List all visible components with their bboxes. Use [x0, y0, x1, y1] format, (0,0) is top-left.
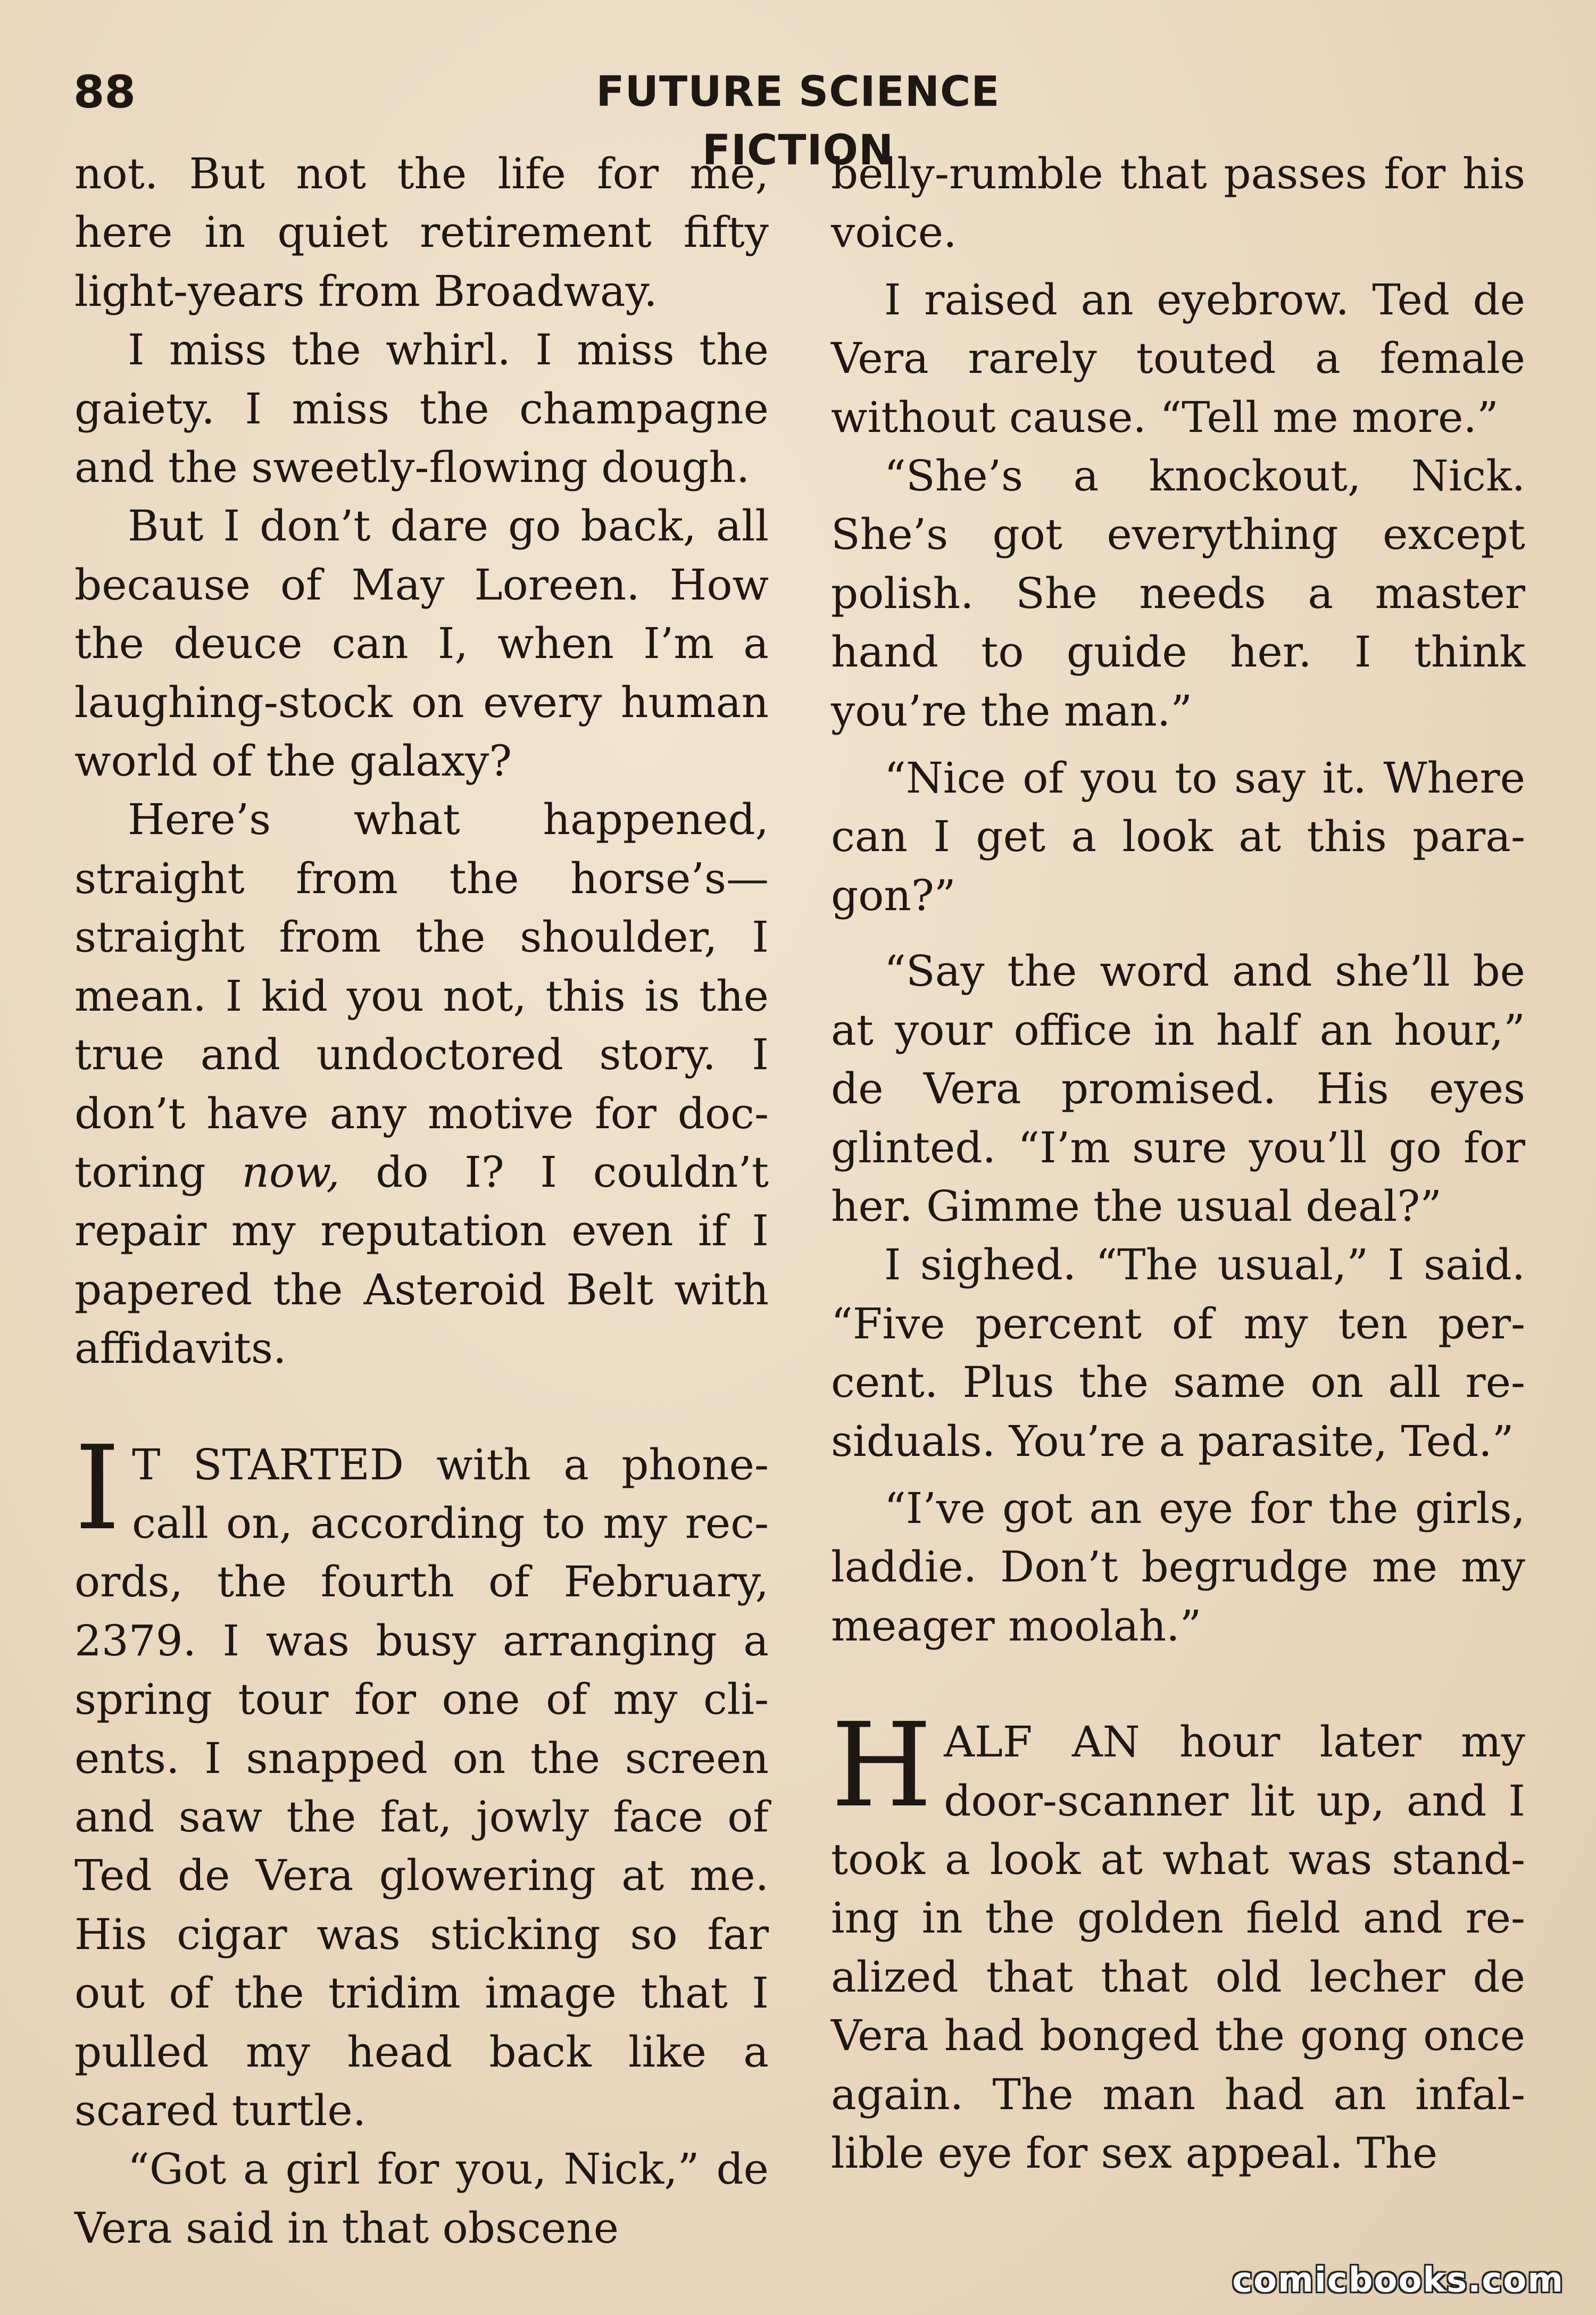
paragraph-4-text: Here’s what happened, straight from the horse’s—straight from the shoulder, I mean. I kid you not, this is the true and undoctored story. I don’t have any motive for doctoring — [74, 795, 769, 1197]
paragraph-6: “Got a girl for you, Nick,” de Vera said in that obscene — [74, 2144, 769, 2253]
paragraph-6: I sighed. “The usual,” I said. “Five percent of my ten percent. Plus the same on all residuals. You’re a parasite, Ted.” — [831, 1240, 1525, 1466]
running-header — [0, 63, 1596, 174]
emphasis-now: now, — [242, 1147, 340, 1197]
paragraph-7: “I’ve got an eye for the girls, laddie. Don’t begrudge me my meager moolah.” — [831, 1483, 1525, 1651]
watermark: comicbooks.com — [1232, 2261, 1564, 2300]
paragraph-4 — [74, 790, 769, 1378]
section-start-text: T STARTED with a phone-call on, according to my records, the fourth of February, 2379. I was busy arranging a spring tour for one of my clients. I snapped on the screen and saw the fat, jowly face of Ted de Vera glowering at me. His cigar was sticking so far out of the tridim image that I pulled my head back like a scared turtle. — [74, 1439, 769, 2135]
paragraph-2: I miss the whirl. I miss the gaiety. I miss the champagne and the sweetly-flowing dough. — [74, 325, 769, 493]
section-start-paragraph — [74, 1421, 769, 2141]
page-number: 88 — [73, 66, 136, 118]
paragraph-3: “She’s a knockout, Nick. She’s got everything except polish. She needs a master hand to guide her. I think you’re the man.” — [831, 451, 1525, 736]
paragraph-4: “Nice of you to say it. Where can I get a look at this paragon?” — [831, 753, 1525, 920]
paragraph-1: not. But not the life for me, here in quiet retirement fifty light-years from Broadway. — [74, 149, 769, 316]
left-column — [74, 145, 769, 2258]
section-start-text: ALF AN hour later my door-scanner lit up, and I took a look at what was standing in the golden field and realized that that old lecher de Vera had bonged the gong once again. The man had an infallible eye for sex appeal. The — [831, 1717, 1525, 2178]
right-column — [831, 145, 1525, 2183]
section-start-paragraph — [831, 1698, 1525, 2183]
drop-cap: H — [831, 1698, 933, 1834]
running-title: FUTURE SCIENCE FICTION — [596, 68, 1000, 174]
paragraph-3: But I don’t dare go back, all because of May Loreen. How the deuce can I, when I’m a laughing-stock on every human world of the galaxy? — [74, 501, 769, 786]
paragraph-4-end: do I? I couldn’t repair my reputation even if I papered the Asteroid Belt with affidavits. — [74, 1147, 769, 1373]
paragraph-1: belly-rumble that passes for his voice. — [831, 149, 1525, 257]
drop-cap: I — [74, 1421, 121, 1556]
paragraph-5: “Say the word and she’ll be at your office in half an hour,” de Vera promised. His eyes glinted. “I’m sure you’ll go for her. Gimme the usual deal?” — [831, 946, 1525, 1231]
paragraph-2: I raised an eyebrow. Ted de Vera rarely touted a female without cause. “Tell me more.” — [831, 274, 1525, 442]
